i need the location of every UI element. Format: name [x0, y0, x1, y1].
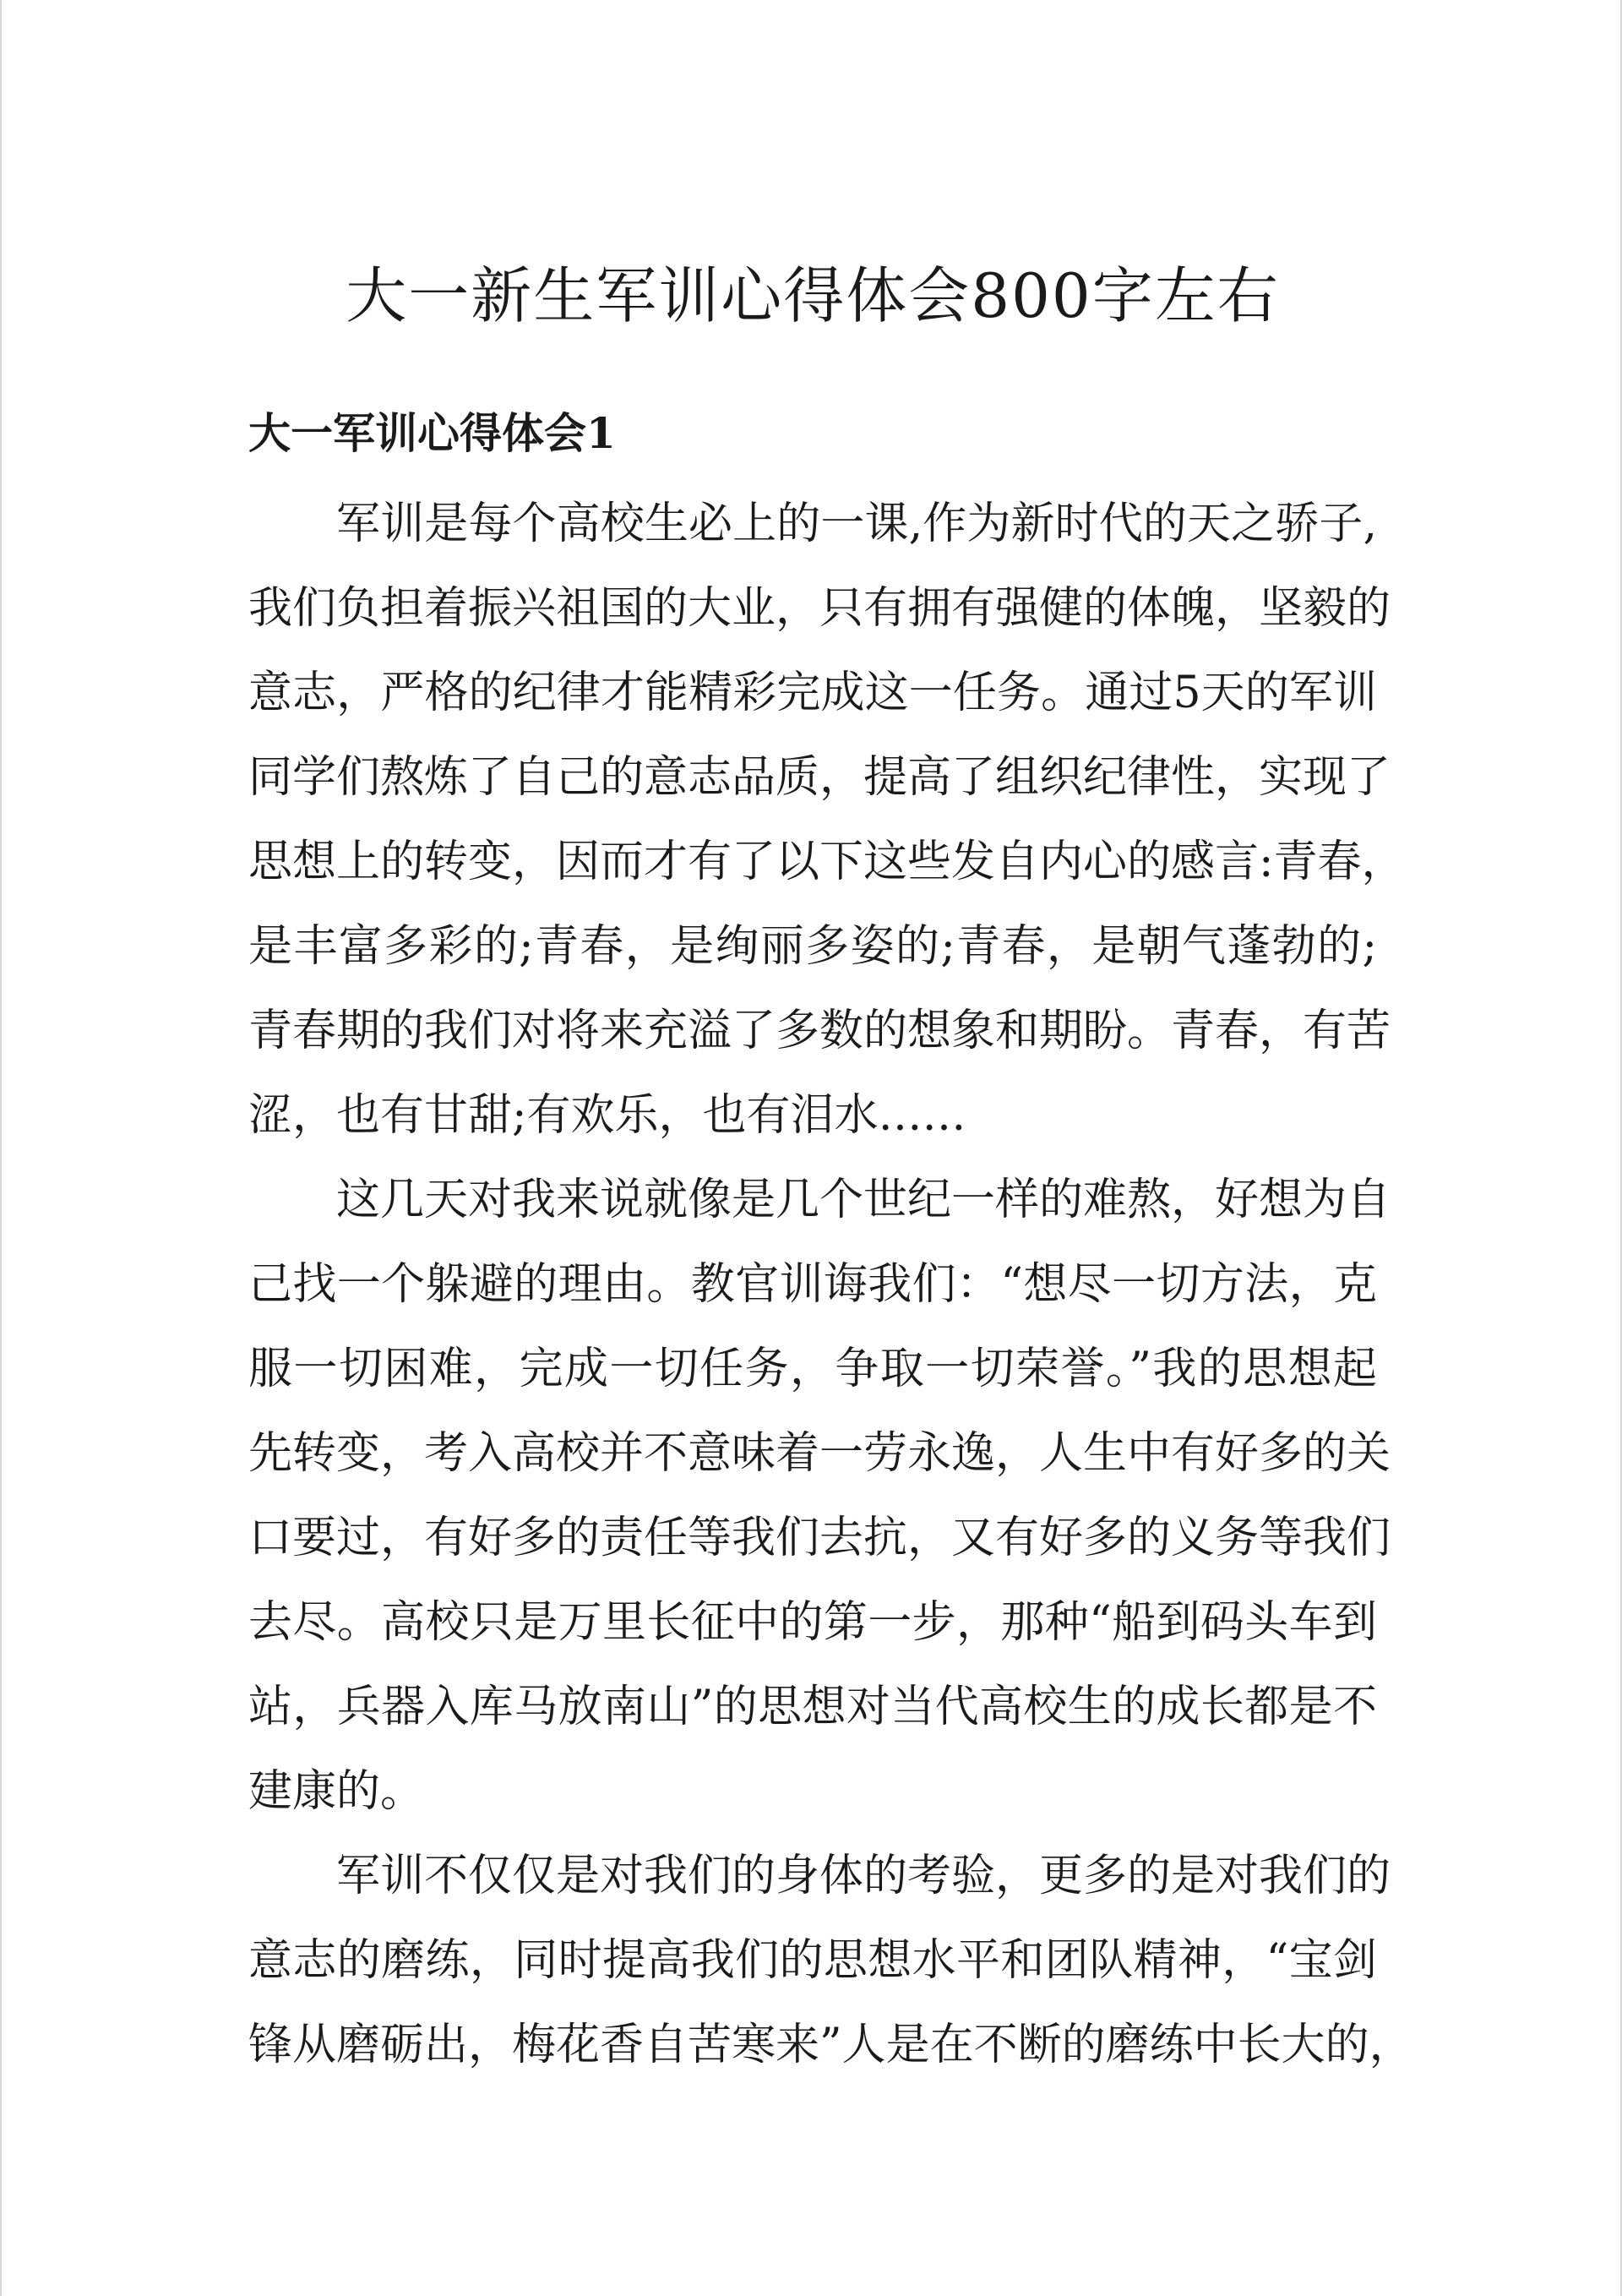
- paragraph-3: [248, 1834, 1413, 2087]
- text-line: 军训不仅仅是对我们的身体的考验，更多的是对我们的: [336, 1851, 1391, 1901]
- paragraph-2: [248, 1158, 1391, 1834]
- text-line: 我们负担着振兴祖国的大业，只有拥有强健的体魄，坚毅的: [248, 583, 1391, 634]
- text-line: 是丰富多彩的;青春，是绚丽多姿的;青春，是朝气蓬勃的;: [248, 921, 1377, 972]
- text-line: 服一切困难，完成一切任务，争取一切荣誉。”我的思想起: [248, 1344, 1377, 1394]
- paragraph-1: [248, 482, 1406, 1158]
- text-line: 同学们熬炼了自己的意志品质，提高了组织纪律性，实现了: [248, 752, 1391, 803]
- body-text: [248, 482, 1413, 2087]
- section-heading: 大一军训心得体会1: [248, 408, 616, 458]
- text-line: 建康的。: [248, 1766, 425, 1817]
- text-line: 意志，严格的纪律才能精彩完成这一任务。通过5天的军训: [248, 668, 1377, 718]
- text-line: 青春期的我们对将来充溢了多数的想象和期盼。青春，有苦: [248, 1006, 1391, 1056]
- text-line: 涩，也有甘甜;有欢乐，也有泪水……: [248, 1090, 966, 1141]
- text-line: 己找一个躲避的理由。教官训诲我们：“想尽一切方法，克: [248, 1259, 1377, 1310]
- text-line: 去尽。高校只是万里长征中的第一步，那种“船到码头车到: [248, 1597, 1377, 1648]
- text-line: 意志的磨练，同时提高我们的思想水平和团队精神，“宝剑: [248, 1935, 1377, 1986]
- text-line: 站，兵器入库马放南山”的思想对当代高校生的成长都是不: [248, 1682, 1377, 1732]
- text-line: 口要过，有好多的责任等我们去抗，又有好多的义务等我们: [248, 1513, 1391, 1563]
- document-title: 大一新生军训心得体会800字左右: [346, 260, 1280, 331]
- text-line: 军训是每个高校生必上的一课,作为新时代的天之骄子,: [336, 499, 1377, 549]
- text-line: 这几天对我来说就像是几个世纪一样的难熬，好想为自: [336, 1175, 1391, 1225]
- text-line: 先转变，考入高校并不意味着一劳永逸，人生中有好多的关: [248, 1428, 1391, 1479]
- text-line: 思想上的转变，因而才有了以下这些发自内心的感言:青春，: [248, 837, 1406, 887]
- text-line: 锋从磨砺出，梅花香自苦寒来”人是在不断的磨练中长大的，: [248, 2020, 1413, 2070]
